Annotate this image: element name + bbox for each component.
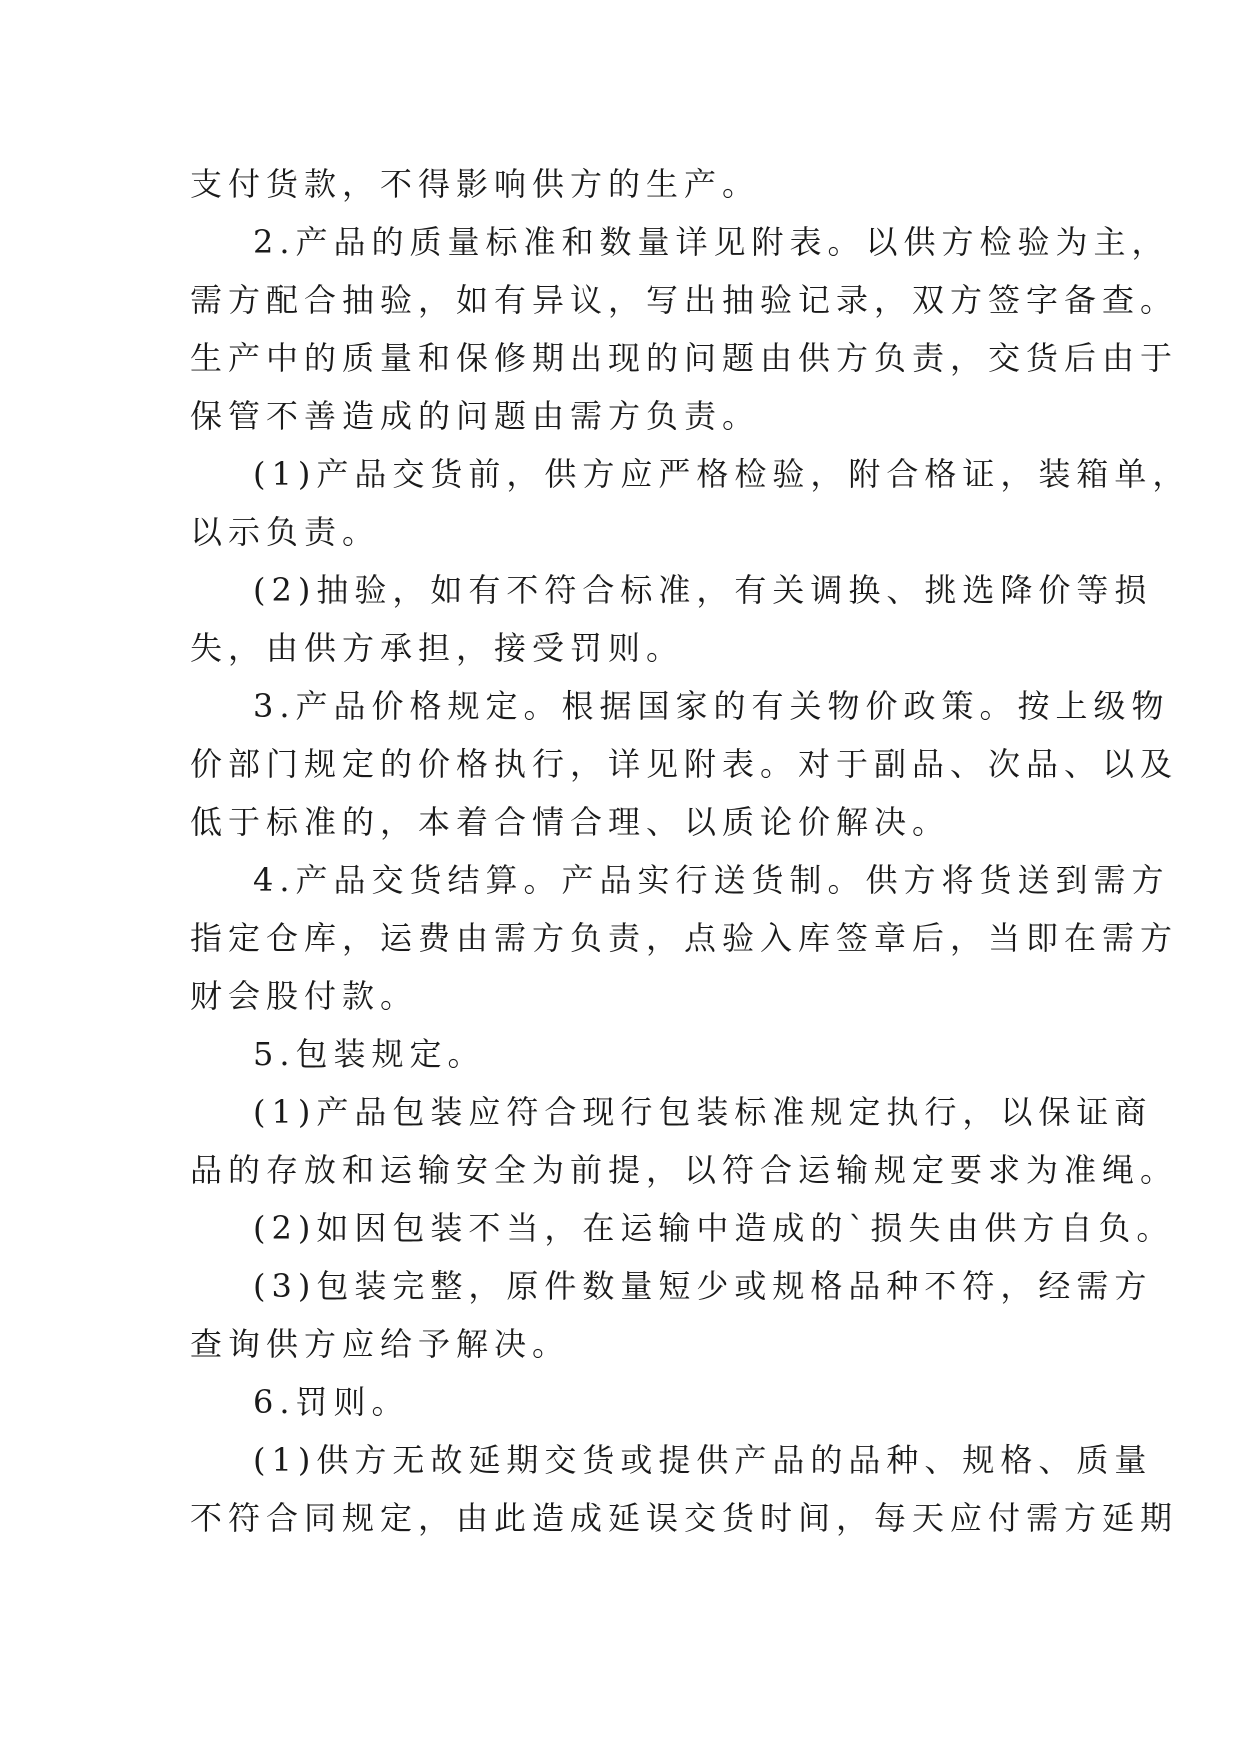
text-line: 2.产品的质量标准和数量详见附表。以供方检验为主， (253, 223, 1170, 261)
text-line: 指定仓库，运费由需方负责，点验入库签章后，当即在需方 (190, 919, 1179, 957)
text-line: 财会股付款。 (190, 977, 419, 1015)
text-line: (1)供方无故延期交货或提供产品的品种、规格、质量 (253, 1441, 1153, 1479)
text-line: 品的存放和运输安全为前提，以符合运输规定要求为准绳。 (190, 1151, 1179, 1189)
text-line: (1)产品包装应符合现行包装标准规定执行，以保证商 (253, 1093, 1153, 1131)
text-line: (3)包装完整，原件数量短少或规格品种不符，经需方 (253, 1267, 1153, 1305)
text-line: 需方配合抽验，如有异议，写出抽验记录，双方签字备查。 (190, 281, 1179, 319)
text-line: 3.产品价格规定。根据国家的有关物价政策。按上级物 (253, 687, 1170, 725)
text-line: 不符合同规定，由此造成延误交货时间，每天应付需方延期 (190, 1499, 1179, 1537)
text-line: (1)产品交货前，供方应严格检验，附合格证，装箱单， (253, 455, 1191, 493)
text-line: (2)如因包装不当，在运输中造成的`损失由供方自负。 (253, 1209, 1175, 1247)
text-line: 生产中的质量和保修期出现的问题由供方负责，交货后由于 (190, 339, 1179, 377)
text-line: 价部门规定的价格执行，详见附表。对于副品、次品、以及 (190, 745, 1179, 783)
text-line: 低于标准的，本着合情合理、以质论价解决。 (190, 803, 951, 841)
text-line: (2)抽验，如有不符合标准，有关调换、挑选降价等损 (253, 571, 1153, 609)
text-line: 5.包装规定。 (253, 1035, 486, 1073)
text-line: 查询供方应给予解决。 (190, 1325, 571, 1363)
text-line: 4.产品交货结算。产品实行送货制。供方将货送到需方 (253, 861, 1170, 899)
text-line: 保管不善造成的问题由需方负责。 (190, 397, 761, 435)
text-line: 以示负责。 (190, 513, 381, 551)
text-line: 支付货款，不得影响供方的生产。 (190, 165, 761, 203)
text-line: 6.罚则。 (253, 1383, 410, 1421)
text-line: 失，由供方承担，接受罚则。 (190, 629, 685, 667)
